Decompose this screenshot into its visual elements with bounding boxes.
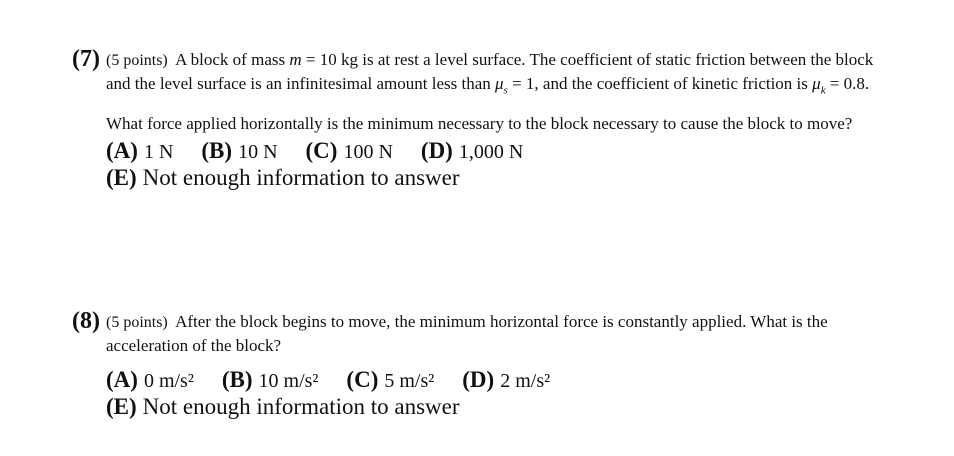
choice-d[interactable]: (D) 1,000 N	[420, 138, 524, 164]
statement-text: After the block begins to move, the minimum horizontal force is constantly applied. What is the acceleration of the block?	[106, 312, 828, 355]
choice-e[interactable]: (E) Not enough information to answer	[106, 394, 460, 419]
answer-choices	[72, 138, 884, 191]
choice-row	[106, 165, 884, 191]
kinetic-subscript: k	[820, 84, 826, 97]
question-points: (5 points)	[105, 52, 168, 69]
choice-a[interactable]: (A) 0 m/s²	[106, 367, 194, 392]
mu-symbol: μ	[812, 74, 821, 93]
choice-e[interactable]: (E) Not enough information to answer	[106, 165, 460, 191]
statement-text: A block of mass	[175, 50, 290, 69]
question-7-statement	[72, 48, 884, 102]
static-subscript: s	[503, 84, 508, 97]
choice-b[interactable]: (B) 10 m/s²	[221, 367, 319, 392]
question-number: (7)	[72, 46, 100, 72]
question-points: (5 points)	[105, 314, 168, 331]
choice-row	[106, 394, 884, 420]
question-7-prompt: What force applied horizontally is the minimum necessary to the block necessary to cause the block to move?	[106, 114, 853, 134]
question-number: (8)	[72, 308, 100, 334]
choice-c[interactable]: (C) 5 m/s²	[346, 367, 435, 392]
question-8	[72, 310, 884, 420]
statement-text: = 1, and the coefficient of kinetic friction is	[507, 74, 813, 93]
question-7	[72, 48, 884, 191]
answer-choices	[72, 367, 884, 420]
mass-variable: m	[289, 50, 302, 69]
choice-d[interactable]: (D) 2 m/s²	[462, 367, 551, 392]
statement-text: = 10 kg is at rest a level surface. The coefficient of static friction between the block and the level surface is an infinitesimal amount less than	[106, 50, 874, 93]
choice-a[interactable]: (A) 1 N	[106, 138, 174, 164]
choice-b[interactable]: (B) 10 N	[201, 138, 278, 164]
statement-text: = 0.8.	[825, 74, 870, 93]
question-8-statement	[72, 310, 884, 357]
mu-symbol: μ	[495, 74, 504, 93]
choice-row	[106, 138, 884, 165]
choice-c[interactable]: (C) 100 N	[305, 138, 393, 164]
choice-row	[106, 367, 884, 394]
